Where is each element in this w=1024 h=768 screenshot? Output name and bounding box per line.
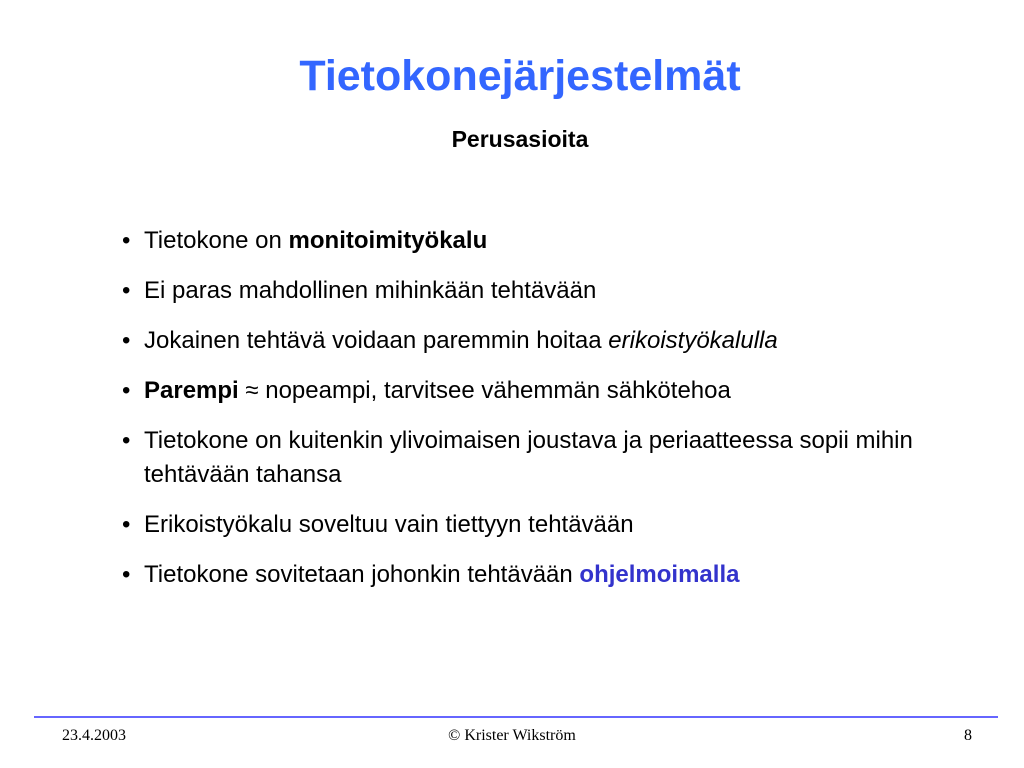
slide-title: Tietokonejärjestelmät	[299, 52, 741, 100]
bullet-text: ≈ nopeampi, tarvitsee vähemmän sähkötehoa	[238, 377, 731, 404]
bullet-text: Erikoistyökalu soveltuu vain tiettyyn tehtävään	[144, 511, 634, 538]
footer-divider	[34, 716, 998, 718]
bullet-text-bold-blue: ohjelmoimalla	[579, 561, 740, 588]
bullet-text: Jokainen tehtävä voidaan paremmin hoitaa	[144, 327, 609, 354]
bullet-item	[116, 374, 956, 408]
bullet-marker: •	[122, 561, 131, 588]
bullet-item	[116, 558, 956, 592]
footer-page-number: 8	[964, 727, 972, 744]
bullet-item	[116, 424, 956, 492]
bullet-item	[116, 224, 956, 258]
slide-subtitle: Perusasioita	[451, 126, 589, 152]
bullet-text-bold: monitoimityökalu	[288, 227, 488, 254]
bullet-text: Tietokone on kuitenkin ylivoimaisen joustava ja periaatteessa sopii mihin tehtävään tahansa	[144, 427, 913, 488]
footer-date: 23.4.2003	[62, 727, 126, 744]
bullet-text: Tietokone sovitetaan johonkin tehtävään	[144, 561, 580, 588]
bullet-marker: •	[122, 227, 131, 254]
bullet-list	[116, 224, 956, 608]
bullet-item	[116, 324, 956, 358]
bullet-text-italic: erikoistyökalulla	[608, 327, 778, 354]
bullet-marker: •	[122, 327, 131, 354]
bullet-marker: •	[122, 277, 131, 304]
bullet-item	[116, 508, 956, 542]
footer-author: © Krister Wikström	[448, 727, 576, 744]
bullet-text: Ei paras mahdollinen mihinkään tehtävään	[144, 277, 597, 304]
bullet-text: Tietokone on	[144, 227, 289, 254]
bullet-marker: •	[122, 427, 131, 454]
bullet-item	[116, 274, 956, 308]
bullet-text-bold: Parempi	[144, 377, 239, 404]
bullet-marker: •	[122, 377, 131, 404]
bullet-marker: •	[122, 511, 131, 538]
